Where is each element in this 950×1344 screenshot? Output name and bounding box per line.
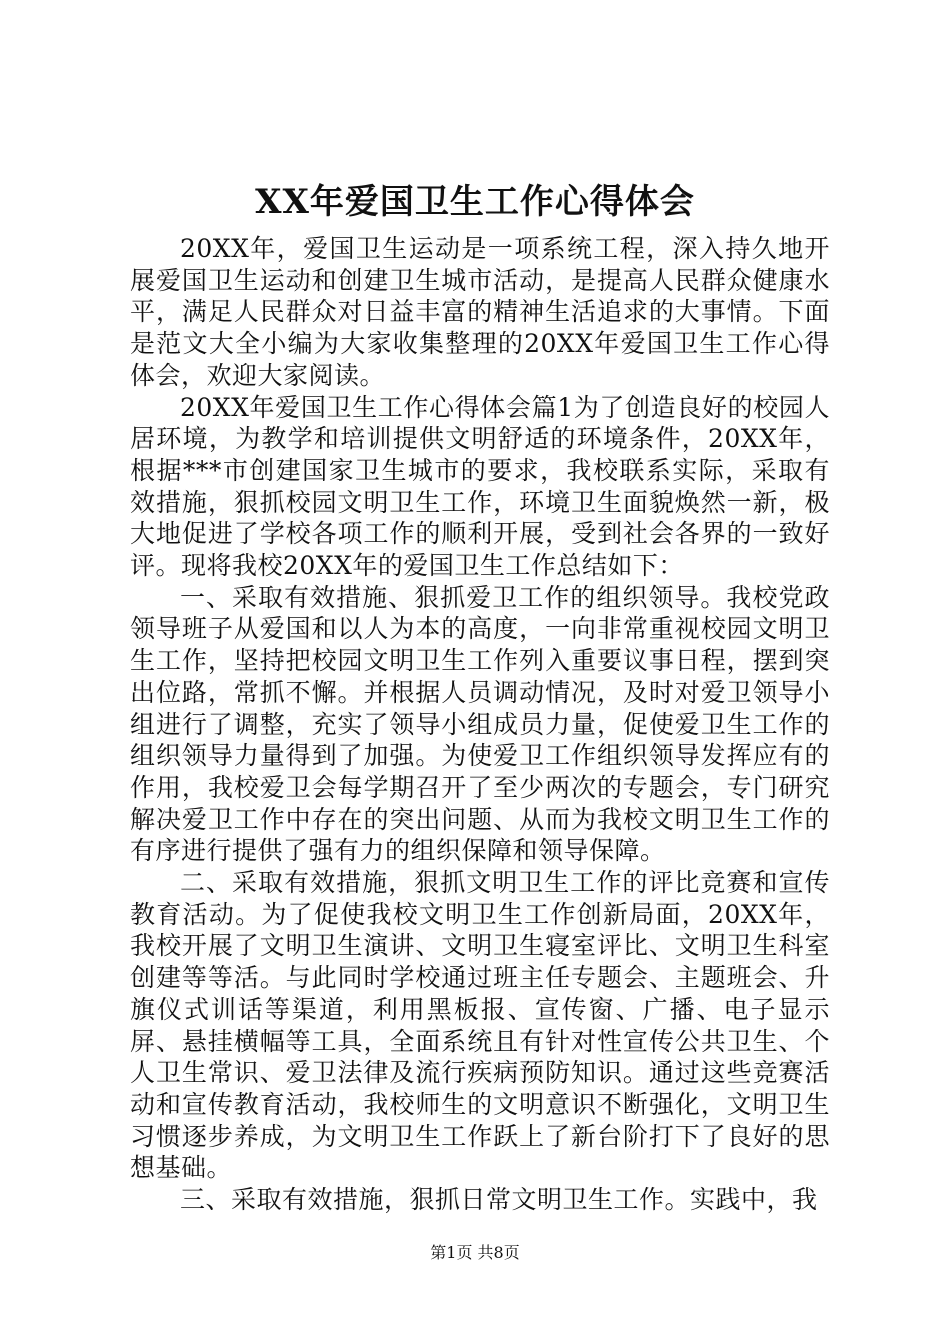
- page-footer: 第1页 共8页: [430, 1243, 520, 1262]
- paragraph-section-3: 三、采取有效措施，狠抓日常文明卫生工作。实践中，我: [180, 1185, 818, 1215]
- document-title: XX年爱国卫生工作心得体会: [255, 182, 695, 222]
- paragraph-section-1: 一、采取有效措施、狠抓爱卫工作的组织领导。我校党政领导班子从爱国和以人为本的高度，一向非常重视校园文明卫生工作，坚持把校园文明卫生工作列入重要议事日程，摆到突出位路，常抓不懈。并根据人员调动情况，及时对爱卫领导小组进行了调整，充实了领导小组成员力量，促使爱卫生工作的组织领导力量得到了加强。为使爱卫工作组织领导发挥应有的作用，我校爱卫会每学期召开了至少两次的专题会，专门研究解决爱卫工作中存在的突出问题、从而为我校文明卫生工作的有序进行提供了强有力的组织保障和领导保障。: [130, 582, 830, 866]
- paragraph-article-1: 20XX年爱国卫生工作心得体会篇1为了创造良好的校园人居环境，为教学和培训提供文明舒适的环境条件，20XX年，根据***市创建国家卫生城市的要求，我校联系实际，采取有效措施，狠抓校园文明卫生工作，环境卫生面貌焕然一新，极大地促进了学校各项工作的顺利开展，受到社会各界的一致好评。现将我校20XX年的爱国卫生工作总结如下：: [130, 392, 830, 581]
- paragraph-intro: 20XX年，爱国卫生运动是一项系统工程，深入持久地开展爱国卫生运动和创建卫生城市活动，是提高人民群众健康水平，满足人民群众对日益丰富的精神生活追求的大事情。下面是范文大全小编为大家收集整理的20XX年爱国卫生工作心得体会，欢迎大家阅读。: [130, 234, 830, 390]
- document-body: [130, 233, 830, 1216]
- paragraph-section-2: 二、采取有效措施，狠抓文明卫生工作的评比竞赛和宣传教育活动。为了促使我校文明卫生工作创新局面，20XX年，我校开展了文明卫生演讲、文明卫生寝室评比、文明卫生科室创建等等活。与此同时学校通过班主任专题会、主题班会、升旗仪式训话等渠道，利用黑板报、宣传窗、广播、电子显示屏、悬挂横幅等工具，全面系统且有针对性宣传公共卫生、个人卫生常识、爱卫法律及流行疾病预防知识。通过这些竞赛活动和宣传教育活动，我校师生的文明意识不断强化，文明卫生习惯逐步养成，为文明卫生工作跃上了新台阶打下了良好的思想基础。: [130, 868, 830, 1183]
